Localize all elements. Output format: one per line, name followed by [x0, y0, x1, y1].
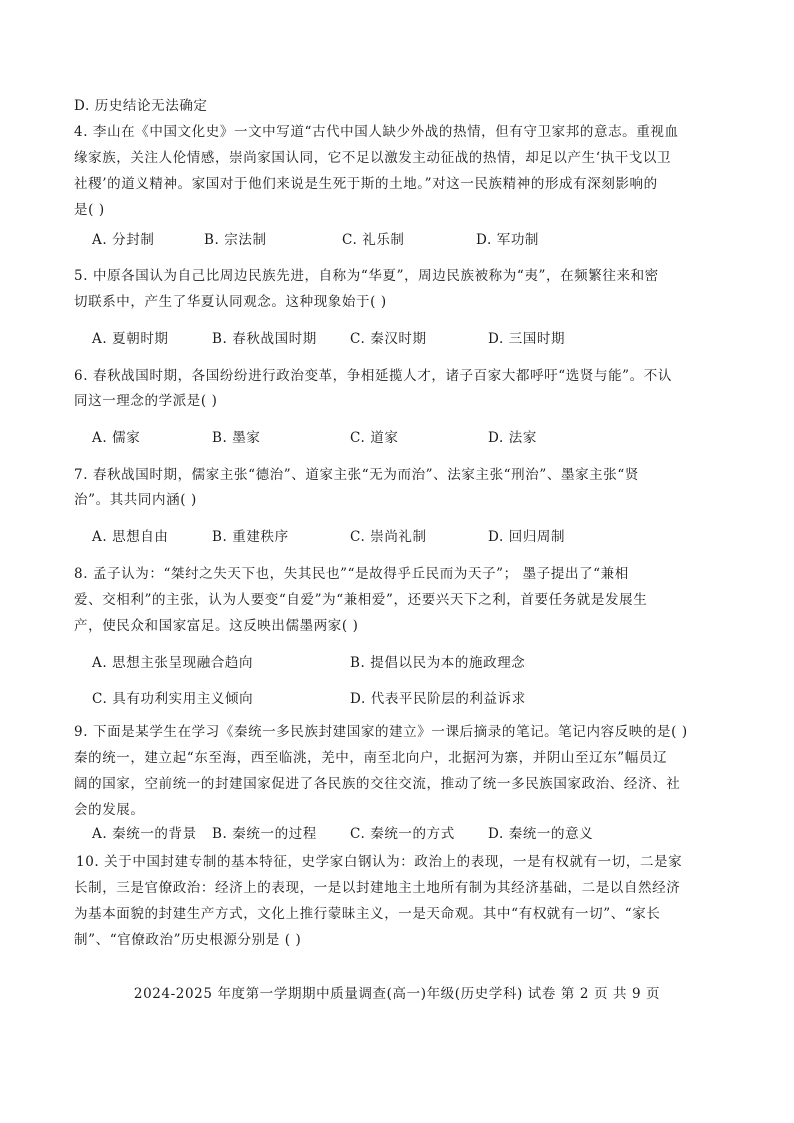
q9-option-d: D. 秦统一的意义 [488, 826, 594, 842]
q9-stem-line: 秦的统一，建立起“东至海，西至临洮，羌中，南至北向户，北据河为寨，并阴山至辽东”幅员辽 [74, 750, 668, 766]
q10-stem-line: 10. 关于中国封建专制的基本特征，史学家白钢认为：政治上的表现，一是有权就有一切，二是家 [76, 854, 683, 870]
q9-stem-line: 9. 下面是某学生在学习《秦统一多民族封建国家的建立》一课后摘录的笔记。笔记内容反映的是( ) [74, 724, 688, 740]
q4-stem-line: 社稷’的道义精神。家国对于他们来说是生死于斯的土地。”对这一民族精神的形成有深刻影响的 [74, 176, 658, 192]
q9-stem-line: 会的发展。 [74, 802, 145, 818]
q4-option-c: C. 礼乐制 [342, 232, 405, 248]
q5-option-d: D. 三国时期 [488, 331, 566, 347]
q7-stem-line: 7. 春秋战国时期，儒家主张“德治”、道家主张“无为而治”、法家主张“刑治”、墨家主张“贤 [74, 467, 639, 483]
q5-stem-line: 切联系中，产生了华夏认同观念。这种现象始于( ) [74, 294, 387, 310]
q8-option-a: A. 思想主张呈现融合趋向 [92, 655, 254, 671]
q5-option-b: B. 春秋战国时期 [212, 331, 317, 347]
q4-option-a: A. 分封制 [92, 232, 155, 248]
q8-option-c: C. 具有功利实用主义倾向 [92, 691, 254, 707]
q5-option-a: A. 夏朝时期 [92, 331, 169, 347]
q9-option-c: C. 秦统一的方式 [350, 826, 455, 842]
q8-option-b: B. 提倡以民为本的施政理念 [350, 655, 526, 671]
q8-stem-line: 8. 孟子认为：“桀纣之失天下也，失其民也”“是故得乎丘民而为天子”； 墨子提出了“兼相 [74, 566, 629, 582]
q6-option-a: A. 儒家 [92, 430, 141, 446]
q9-option-a: A. 秦统一的背景 [92, 826, 197, 842]
q9-option-b: B. 秦统一的过程 [212, 826, 317, 842]
q10-stem-line: 长制，三是官僚政治：经济上的表现，一是以封建地主土地所有制为其经济基础，二是以自然经济 [74, 880, 681, 896]
q6-option-d: D. 法家 [488, 430, 537, 446]
q7-option-c: C. 崇尚礼制 [350, 529, 427, 545]
q6-option-b: B. 墨家 [212, 430, 261, 446]
q5-stem-line: 5. 中原各国认为自己比周边民族先进，自称为“华夏”，周边民族被称为“夷”，在频繁往来和密 [74, 268, 659, 284]
q10-stem-line: 为基本面貌的封建生产方式，文化上推行蒙昧主义，一是天命观。其中“有权就有一切”、“家长 [74, 906, 661, 922]
q7-option-a: A. 思想自由 [92, 529, 169, 545]
q3-option-d: D. 历史结论无法确定 [74, 98, 208, 114]
q7-option-b: B. 重建秩序 [212, 529, 289, 545]
q4-stem-line: 4. 李山在《中国文化史》一文中写道“古代中国人缺少外战的热情，但有守卫家邦的意志。重视血 [74, 124, 679, 140]
page-footer: 2024-2025 年度第一学期期中质量调查(高一)年级(历史学科) 试卷 第 2 页 共 9 页 [133, 986, 661, 1002]
q6-stem-line: 同这一理念的学派是( ) [74, 393, 218, 409]
q8-option-d: D. 代表平民阶层的利益诉求 [350, 691, 526, 707]
q8-stem-line: 产，使民众和国家富足。这反映出儒墨两家( ) [74, 618, 359, 634]
q7-stem-line: 治”。其共同内涵( ) [74, 492, 197, 508]
q6-stem-line: 6. 春秋战国时期，各国纷纷进行政治变革，争相延揽人才，诸子百家大都呼吁“选贤与能”。不认 [74, 368, 672, 384]
q4-option-b: B. 宗法制 [204, 232, 267, 248]
q7-option-d: D. 回归周制 [488, 529, 566, 545]
q4-stem-line: 缘家族，关注人伦情感，崇尚家国认同，它不足以激发主动征战的热情，却足以产生‘执干戈以卫 [74, 150, 672, 166]
q6-option-c: C. 道家 [350, 430, 399, 446]
q4-option-d: D. 军功制 [476, 232, 540, 248]
q10-stem-line: 制”、“官僚政治”历史根源分别是 ( ) [74, 932, 302, 948]
q5-option-c: C. 秦汉时期 [350, 331, 427, 347]
q9-stem-line: 阔的国家，空前统一的封建国家促进了各民族的交往交流，推动了统一多民族国家政治、经济、社 [74, 776, 681, 792]
q8-stem-line: 爱、交相利”的主张，认为人要变“自爱”为“兼相爱”，还要兴天下之利，首要任务就是发展生 [74, 592, 648, 608]
q4-stem-line: 是( ) [74, 202, 105, 218]
